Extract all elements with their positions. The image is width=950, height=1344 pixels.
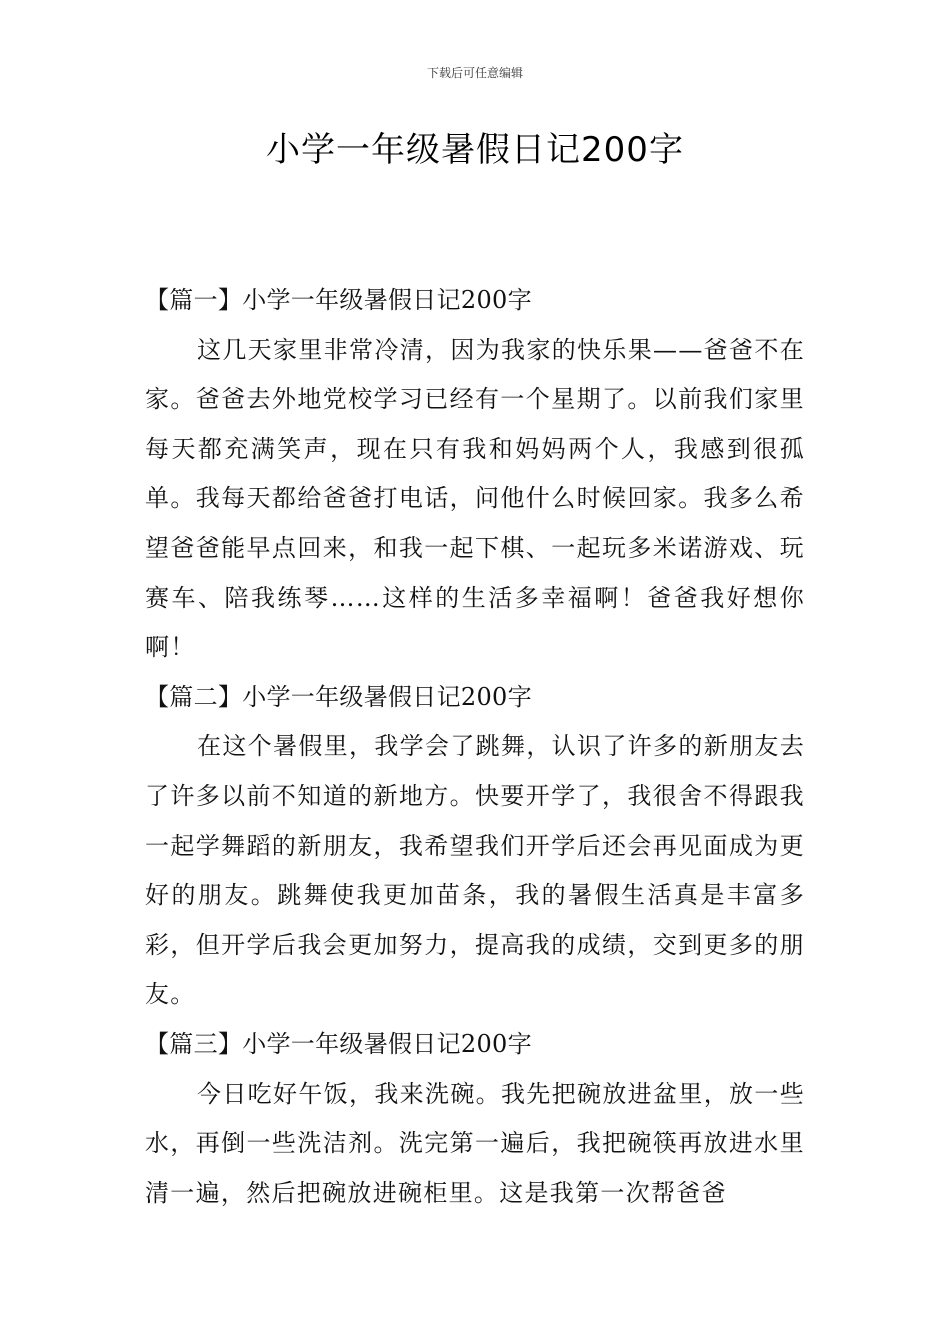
section-body: 在这个暑假里，我学会了跳舞，认识了许多的新朋友去了许多以前不知道的新地方。快要开学了，我很舍不得跟我一起学舞蹈的新朋友，我希望我们开学后还会再见面成为更好的朋友。跳舞使我更加苗条，我的暑假生活真是丰富多彩，但开学后我会更加努力，提高我的成绩，交到更多的朋友。 xyxy=(145,732,805,1009)
header-note: 下载后可任意编辑 xyxy=(426,66,523,80)
section-heading: 【篇三】小学一年级暑假日记200字 xyxy=(145,1029,532,1058)
section-2 xyxy=(145,673,805,1020)
document-title: 小学一年级暑假日记200字 xyxy=(266,130,684,170)
section-3 xyxy=(145,1020,805,1218)
document-content xyxy=(145,276,805,1218)
section-1 xyxy=(145,276,805,673)
section-body: 这几天家里非常冷清，因为我家的快乐果——爸爸不在家。爸爸去外地党校学习已经有一个星期了。以前我们家里每天都充满笑声，现在只有我和妈妈两个人，我感到很孤单。我每天都给爸爸打电话，问他什么时候回家。我多么希望爸爸能早点回来，和我一起下棋、一起玩多米诺游戏、玩赛车、陪我练琴……这样的生活多幸福啊！爸爸我好想你啊！ xyxy=(145,335,805,662)
section-body: 今日吃好午饭，我来洗碗。我先把碗放进盆里，放一些水，再倒一些洗洁剂。洗完第一遍后，我把碗筷再放进水里清一遍，然后把碗放进碗柜里。这是我第一次帮爸爸 xyxy=(145,1079,805,1207)
section-heading: 【篇一】小学一年级暑假日记200字 xyxy=(145,286,532,314)
section-heading: 【篇二】小学一年级暑假日记200字 xyxy=(145,682,532,711)
